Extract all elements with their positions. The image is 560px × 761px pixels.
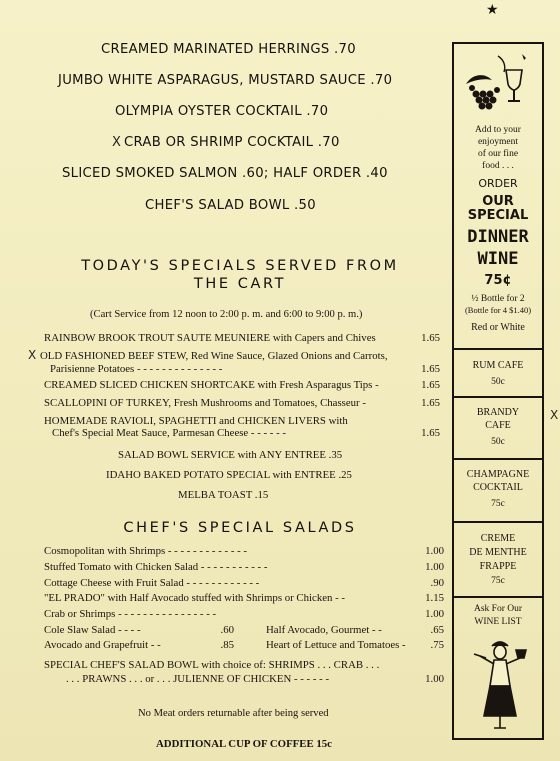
- appetizer-line: OLYMPIA OYSTER COCKTAIL .70: [115, 104, 329, 119]
- cart-item: OLD FASHIONED BEEF STEW, Red Wine Sauce, Glazed Onions and Carrots,: [40, 350, 388, 362]
- salad-item: Cole Slaw Salad - - - -: [44, 624, 141, 636]
- drink-name: BRANDY: [476, 407, 520, 418]
- wine-intro: food . . .: [482, 161, 514, 171]
- drink-name: FRAPPE: [479, 561, 517, 572]
- cart-item-price: 1.65: [421, 397, 440, 409]
- wine-wine: WINE: [477, 249, 519, 269]
- salad-price: 1.00: [425, 561, 444, 573]
- cross-mark: X: [550, 408, 559, 422]
- drink-name: CREME: [480, 533, 516, 544]
- salad-item: Avocado and Grapefruit - -: [44, 639, 161, 651]
- wine-red-white: Red or White: [471, 322, 525, 333]
- salad-price: .85: [220, 639, 234, 651]
- wine-price: 75¢: [484, 273, 512, 288]
- ask-wine-list: WINE LIST: [474, 617, 522, 627]
- cart-heading: TODAY'S SPECIALS SERVED FROM: [81, 258, 399, 274]
- drink-name: CAFE: [485, 420, 511, 431]
- cart-extra: MELBA TOAST .15: [178, 489, 269, 501]
- salad-bowl-cont: . . . PRAWNS . . . or . . . JULIENNE OF CHICKEN - - - - - -: [66, 673, 330, 685]
- salad-item: Heart of Lettuce and Tomatoes -: [266, 639, 406, 651]
- sidebar-divider: [452, 348, 544, 350]
- cart-item-price: 1.65: [421, 363, 440, 375]
- drink-name: DE MENTHE: [469, 547, 527, 558]
- drink-price: 50c: [491, 437, 505, 447]
- salad-item: Cottage Cheese with Fruit Salad - - - - - - - - - - - -: [44, 577, 260, 589]
- wine-bottle-4: (Bottle for 4 $1.40): [464, 305, 532, 315]
- salad-item: Stuffed Tomato with Chicken Salad - - - - - - - - - - -: [44, 561, 268, 573]
- drink-price: 75c: [491, 576, 505, 586]
- wine-dinner: DINNER: [467, 227, 529, 247]
- salad-price: .65: [430, 624, 444, 636]
- footer-coffee: ADDITIONAL CUP OF COFFEE 15c: [156, 738, 332, 750]
- salad-price: 1.00: [425, 673, 444, 685]
- drink-price: 75c: [491, 499, 505, 509]
- salad-price: 1.00: [425, 608, 444, 620]
- cross-mark: X: [28, 348, 37, 362]
- cross-mark: X: [112, 135, 121, 150]
- cart-extra: SALAD BOWL SERVICE with ANY ENTREE .35: [118, 449, 343, 461]
- sidebar-divider: [452, 396, 544, 398]
- sidebar-divider: [452, 596, 544, 598]
- wine-half-bottle: ½ Bottle for 2: [471, 294, 525, 304]
- drink-name: RUM CAFE: [472, 360, 524, 371]
- wine-intro: Add to your: [475, 125, 521, 135]
- salad-price: 1.15: [425, 592, 444, 604]
- cart-hours: (Cart Service from 12 noon to 2:00 p. m. and 6:00 to 9:00 p. m.): [90, 309, 363, 320]
- appetizer-line: CREAMED MARINATED HERRINGS .70: [101, 42, 356, 57]
- salad-price: .90: [430, 577, 444, 589]
- waiter-illustration: [470, 640, 532, 732]
- drink-name: CHAMPAGNE: [466, 469, 530, 480]
- appetizer-line: CHEF'S SALAD BOWL .50: [145, 198, 316, 213]
- salad-item: Half Avocado, Gourmet - -: [266, 624, 382, 636]
- salad-item: Crab or Shrimps - - - - - - - - - - - - - - - -: [44, 608, 217, 620]
- wine-special: SPECIAL: [467, 208, 529, 223]
- appetizer-line: SLICED SMOKED SALMON .60; HALF ORDER .40: [62, 166, 388, 181]
- sidebar-divider: [452, 458, 544, 460]
- cart-heading-line2: THE CART: [193, 276, 287, 292]
- cart-item-price: 1.65: [421, 332, 440, 344]
- salad-item: Cosmopolitan with Shrimps - - - - - - - - - - - - -: [44, 545, 248, 557]
- sidebar-divider: [452, 521, 544, 523]
- grapes-wine-illustration: [462, 50, 534, 114]
- appetizer-line: JUMBO WHITE ASPARAGUS, MUSTARD SAUCE .70: [58, 73, 393, 88]
- salad-bowl: SPECIAL CHEF'S SALAD BOWL with choice of: SHRIMPS . . . CRAB . . .: [44, 659, 380, 671]
- cart-item-price: 1.65: [421, 427, 440, 439]
- salads-heading: CHEF'S SPECIAL SALADS: [123, 520, 357, 536]
- footer-note: No Meat orders returnable after being served: [138, 708, 329, 719]
- salad-price: .75: [430, 639, 444, 651]
- star-mark: ★: [486, 3, 499, 18]
- cart-item: SCALLOPINI OF TURKEY, Fresh Mushrooms and Tomatoes, Chasseur -: [44, 397, 366, 409]
- cart-item: HOMEMADE RAVIOLI, SPAGHETTI and CHICKEN LIVERS with: [44, 415, 348, 427]
- wine-our: OUR: [482, 194, 514, 209]
- appetizer-line: CRAB OR SHRIMP COCKTAIL .70: [124, 135, 340, 150]
- cart-item: RAINBOW BROOK TROUT SAUTE MEUNIERE with Capers and Chives: [44, 332, 376, 344]
- ask-wine-list: Ask For Our: [473, 604, 523, 614]
- drink-price: 50c: [491, 377, 505, 387]
- cart-extra: IDAHO BAKED POTATO SPECIAL with ENTREE .25: [106, 469, 352, 481]
- drink-name: COCKTAIL: [473, 482, 523, 493]
- salad-item: "EL PRADO" with Half Avocado stuffed with Shrimps or Chicken - -: [44, 592, 345, 604]
- salad-price: 1.00: [425, 545, 444, 557]
- salad-price: .60: [220, 624, 234, 636]
- wine-intro: of our fine: [477, 149, 519, 159]
- wine-order: ORDER: [478, 177, 518, 190]
- wine-intro: enjoyment: [477, 137, 519, 147]
- cart-item-cont: Parisienne Potatoes - - - - - - - - - - - - - -: [50, 363, 223, 375]
- cart-item-price: 1.65: [421, 379, 440, 391]
- cart-item: CREAMED SLICED CHICKEN SHORTCAKE with Fresh Asparagus Tips -: [44, 379, 379, 391]
- cart-item-cont: Chef's Special Meat Sauce, Parmesan Cheese - - - - - -: [52, 427, 286, 439]
